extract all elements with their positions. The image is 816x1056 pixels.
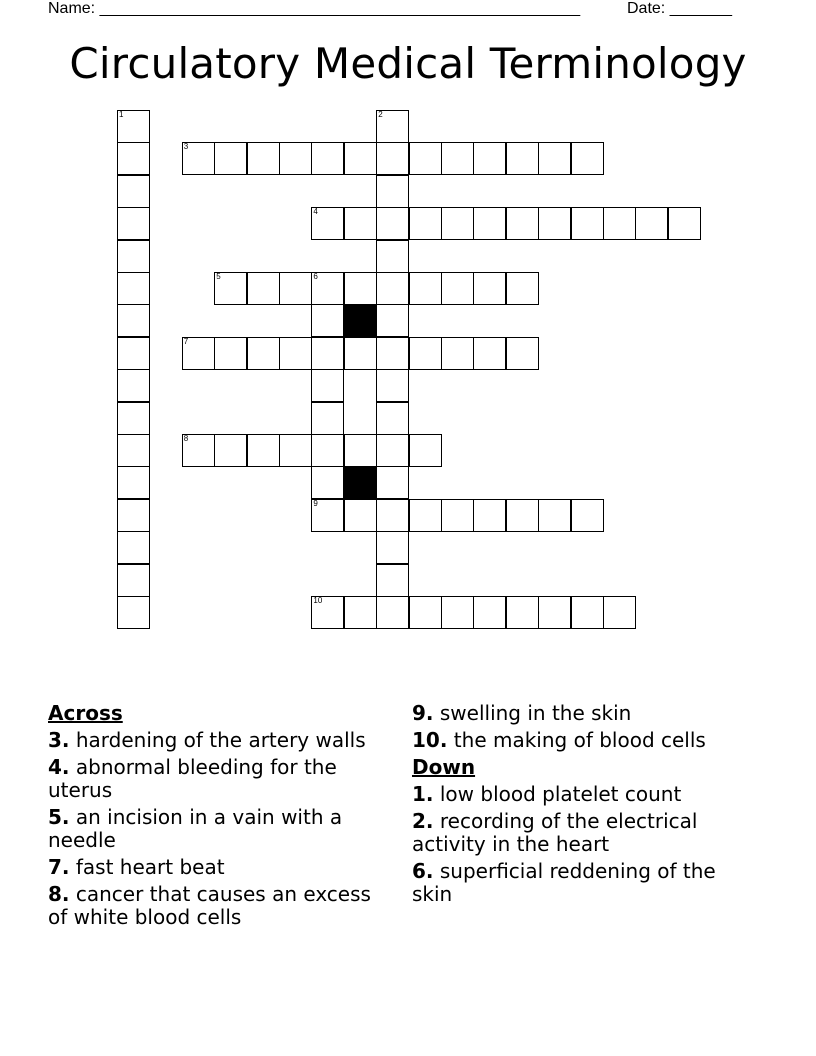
grid-cell[interactable] <box>635 207 668 240</box>
grid-cell-number: 5 <box>216 272 221 281</box>
page-title: Circulatory Medical Terminology <box>69 39 747 88</box>
name-line: Name: ______________________________________________________ <box>48 0 581 17</box>
clue-text: hardening of the artery walls <box>69 728 366 752</box>
grid-cell[interactable] <box>376 499 409 532</box>
grid-cell[interactable] <box>506 272 539 305</box>
clue-text: low blood platelet count <box>433 782 682 806</box>
grid-cell[interactable] <box>538 207 571 240</box>
clue-across-7 <box>48 856 378 879</box>
clue-text: the making of blood cells <box>447 728 706 752</box>
grid-cell[interactable] <box>214 272 247 305</box>
grid-cell[interactable] <box>182 434 215 467</box>
clue-text: an incision in a vain with a needle <box>48 805 343 852</box>
grid-cell[interactable] <box>506 142 539 175</box>
grid-cell-number: 10 <box>313 596 323 605</box>
grid-cell[interactable] <box>117 531 150 564</box>
grid-cell[interactable] <box>473 207 506 240</box>
grid-cell[interactable] <box>117 499 150 532</box>
clue-across-4 <box>48 756 378 802</box>
grid-cell[interactable] <box>441 499 474 532</box>
grid-cell[interactable] <box>311 272 344 305</box>
grid-cell[interactable] <box>376 434 409 467</box>
grid-cell[interactable] <box>117 369 150 402</box>
grid-cell[interactable] <box>247 272 280 305</box>
clue-number: 5. <box>48 805 70 829</box>
clue-across-3 <box>48 729 378 752</box>
grid-cell[interactable] <box>441 596 474 629</box>
grid-cell-number: 2 <box>378 110 383 119</box>
grid-cell-number: 3 <box>183 142 189 152</box>
grid-cell-number: 9 <box>313 498 318 508</box>
grid-cell[interactable] <box>311 402 344 435</box>
clue-number: 8. <box>48 882 70 906</box>
clue-across-10 <box>412 729 752 752</box>
grid-cell[interactable] <box>344 207 377 240</box>
grid-cell[interactable] <box>117 272 150 305</box>
clue-text: cancer that causes an excess of white blood cells <box>48 882 371 929</box>
grid-cell[interactable] <box>603 596 636 629</box>
clue-down-1 <box>412 783 752 806</box>
clues-left-column <box>48 702 378 933</box>
grid-cell[interactable] <box>214 337 247 370</box>
clue-number: 4. <box>48 755 70 779</box>
grid-cell-number: 1 <box>119 110 124 119</box>
grid-cell[interactable] <box>182 142 215 175</box>
grid-cell[interactable] <box>247 434 280 467</box>
clue-across-9 <box>412 702 752 725</box>
grid-cell[interactable] <box>117 434 150 467</box>
grid-cell[interactable] <box>376 142 409 175</box>
down-heading: Down <box>412 755 476 779</box>
grid-cell[interactable] <box>117 466 150 499</box>
grid-cell[interactable] <box>117 564 150 597</box>
grid-cell[interactable] <box>376 402 409 435</box>
grid-cell[interactable] <box>376 175 409 208</box>
grid-cell[interactable] <box>376 531 409 564</box>
grid-cell[interactable] <box>473 337 506 370</box>
grid-cell[interactable] <box>344 499 377 532</box>
clue-text: swelling in the skin <box>433 701 632 725</box>
grid-cell[interactable] <box>311 337 344 370</box>
clue-across-8 <box>48 883 378 929</box>
grid-cell[interactable] <box>603 207 636 240</box>
grid-cell[interactable] <box>344 337 377 370</box>
grid-cell[interactable] <box>117 240 150 273</box>
grid-cell[interactable] <box>376 337 409 370</box>
grid-cell[interactable] <box>344 596 377 629</box>
grid-cell[interactable] <box>441 207 474 240</box>
grid-cell[interactable] <box>506 596 539 629</box>
grid-cell[interactable] <box>506 207 539 240</box>
grid-cell[interactable] <box>538 142 571 175</box>
grid-cell[interactable] <box>409 499 442 532</box>
grid-cell[interactable] <box>214 434 247 467</box>
clue-text: abnormal bleeding for the uterus <box>48 755 337 802</box>
grid-cell[interactable] <box>409 207 442 240</box>
grid-cell[interactable] <box>409 434 442 467</box>
grid-cell[interactable] <box>441 337 474 370</box>
clue-number: 10. <box>412 728 448 752</box>
grid-cell[interactable] <box>311 434 344 467</box>
grid-cell[interactable] <box>117 110 150 143</box>
grid-cell[interactable] <box>279 272 312 305</box>
grid-cell[interactable] <box>538 596 571 629</box>
grid-cell[interactable] <box>117 207 150 240</box>
clue-number: 7. <box>48 855 70 879</box>
across-heading: Across <box>48 701 123 725</box>
grid-cell[interactable] <box>247 142 280 175</box>
grid-cell[interactable] <box>117 402 150 435</box>
grid-cell[interactable] <box>441 142 474 175</box>
grid-cell[interactable] <box>311 596 344 629</box>
clues-right-column <box>412 702 752 910</box>
grid-cell[interactable] <box>473 499 506 532</box>
date-line: Date: _______ <box>627 0 732 17</box>
grid-cell[interactable] <box>571 207 604 240</box>
grid-cell[interactable] <box>376 369 409 402</box>
grid-cell[interactable] <box>409 337 442 370</box>
grid-cell[interactable] <box>376 466 409 499</box>
grid-cell[interactable] <box>311 466 344 499</box>
clue-across-5 <box>48 806 378 852</box>
grid-cell[interactable] <box>247 337 280 370</box>
grid-cell[interactable] <box>571 142 604 175</box>
clue-text: fast heart beat <box>69 855 225 879</box>
clue-number: 6. <box>412 859 434 883</box>
grid-cell-blocked <box>344 304 377 337</box>
grid-cell[interactable] <box>117 175 150 208</box>
grid-cell[interactable] <box>117 142 150 175</box>
clue-number: 3. <box>48 728 70 752</box>
grid-cell[interactable] <box>441 272 474 305</box>
grid-cell[interactable] <box>182 337 215 370</box>
grid-cell[interactable] <box>376 564 409 597</box>
grid-cell[interactable] <box>279 142 312 175</box>
grid-cell[interactable] <box>376 110 409 143</box>
grid-cell[interactable] <box>117 304 150 337</box>
grid-cell[interactable] <box>409 142 442 175</box>
grid-cell[interactable] <box>473 142 506 175</box>
clue-number: 9. <box>412 701 434 725</box>
grid-cell[interactable] <box>214 142 247 175</box>
clue-text: superficial reddening of the skin <box>412 859 716 906</box>
grid-cell[interactable] <box>311 142 344 175</box>
grid-cell[interactable] <box>344 272 377 305</box>
grid-cell[interactable] <box>279 337 312 370</box>
grid-cell-number: 4 <box>313 207 318 217</box>
grid-cell[interactable] <box>117 596 150 629</box>
grid-cell[interactable] <box>409 272 442 305</box>
grid-cell[interactable] <box>506 499 539 532</box>
grid-cell[interactable] <box>409 596 442 629</box>
grid-cell[interactable] <box>279 434 312 467</box>
grid-cell[interactable] <box>311 207 344 240</box>
grid-cell[interactable] <box>571 499 604 532</box>
grid-cell[interactable] <box>344 434 377 467</box>
grid-cell[interactable] <box>376 304 409 337</box>
grid-cell[interactable] <box>311 369 344 402</box>
grid-cell[interactable] <box>117 337 150 370</box>
clue-number: 1. <box>412 782 434 806</box>
clue-text: recording of the electrical activity in the heart <box>412 809 698 856</box>
grid-cell[interactable] <box>473 596 506 629</box>
clue-down-2 <box>412 810 752 856</box>
grid-cell-number: 8 <box>183 434 189 443</box>
grid-cell[interactable] <box>344 142 377 175</box>
grid-cell[interactable] <box>376 240 409 273</box>
grid-cell-blocked <box>344 466 377 499</box>
grid-cell[interactable] <box>311 304 344 337</box>
grid-cell[interactable] <box>668 207 701 240</box>
grid-cell-number: 6 <box>313 272 318 281</box>
grid-cell[interactable] <box>538 499 571 532</box>
grid-cell[interactable] <box>311 499 344 532</box>
grid-cell[interactable] <box>376 596 409 629</box>
grid-cell[interactable] <box>473 272 506 305</box>
grid-cell[interactable] <box>376 207 409 240</box>
clue-down-6 <box>412 860 752 906</box>
grid-cell[interactable] <box>506 337 539 370</box>
grid-cell[interactable] <box>376 272 409 305</box>
grid-cell[interactable] <box>571 596 604 629</box>
grid-cell-number: 7 <box>183 336 189 346</box>
clue-number: 2. <box>412 809 434 833</box>
